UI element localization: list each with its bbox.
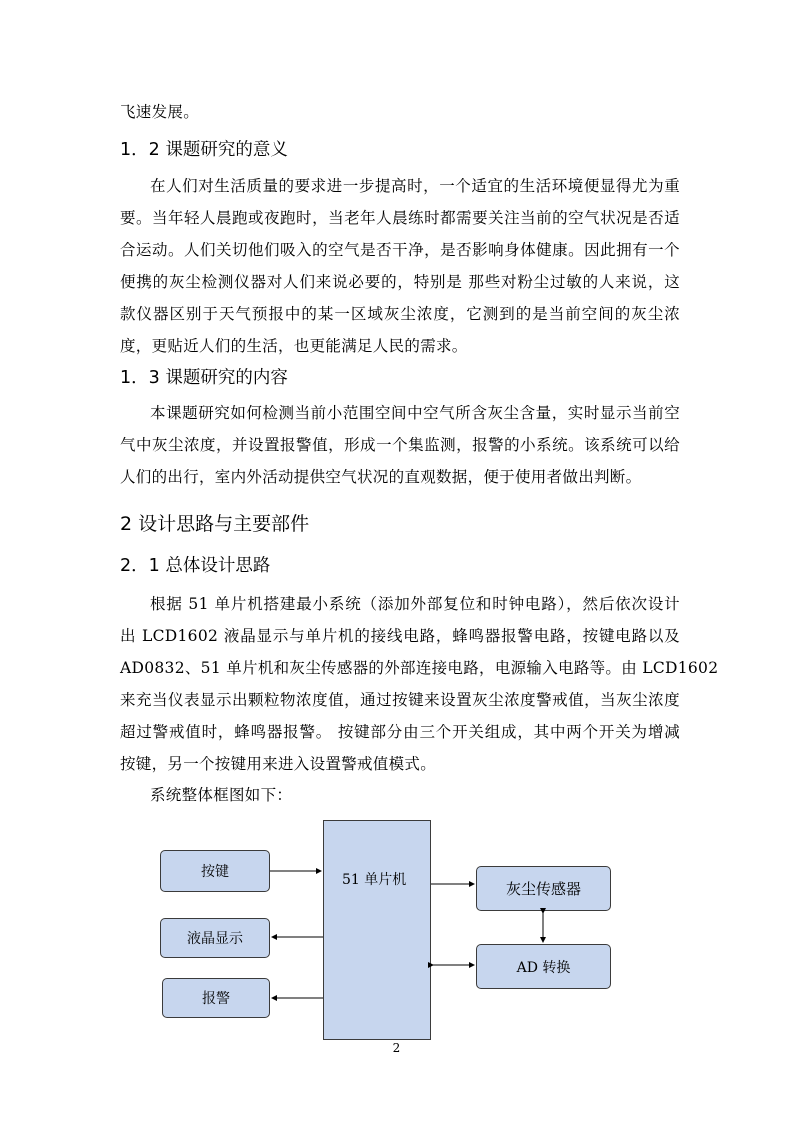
- text-line: 超过警戒值时，蜂鸣器报警。 按键部分由三个开关组成，其中两个开关为增减: [120, 723, 680, 741]
- text-line: 在人们对生活质量的要求进一步提高时，一个适宜的生活环境便显得尤为重: [150, 177, 680, 195]
- text-line: 出 LCD1602 液晶显示与单片机的接线电路，蜂鸣器报警电路，按键电路以及: [120, 627, 680, 645]
- text-line: 来充当仪表显示出颗粒物浓度值，通过按键来设置灰尘浓度警戒值，当灰尘浓度: [120, 691, 680, 709]
- section-heading-1-2: 1．2 课题研究的意义: [120, 140, 288, 160]
- chapter-heading-2: 2 设计思路与主要部件: [120, 513, 310, 535]
- dust-sensor-label: 灰尘传感器: [505, 880, 581, 898]
- text-line: 本课题研究如何检测当前小范围空间中空气所含灰尘含量，实时显示当前空: [150, 404, 680, 422]
- text-line: 系统整体框图如下：: [150, 786, 293, 804]
- mcu-label: 51 单片机: [342, 872, 407, 888]
- text-line: 飞速发展。: [120, 103, 200, 121]
- ad-converter-label: AD 转换: [516, 959, 571, 976]
- text-line: 合运动。人们关切他们吸入的空气是否干净，是否影响身体健康。因此拥有一个: [120, 241, 680, 259]
- text-line: 人们的出行，室内外活动提供空气状况的直观数据，便于使用者做出判断。: [120, 468, 642, 486]
- text-line: 按键，另一个按键用来进入设置警戒值模式。: [120, 755, 437, 773]
- text-line: 款仪器区别于天气预报中的某一区域灰尘浓度，它测到的是当前空间的灰尘浓: [120, 305, 680, 323]
- text-line: 气中灰尘浓度，并设置报警值，形成一个集监测，报警的小系统。该系统可以给: [120, 436, 680, 454]
- section-heading-1-3: 1．3 课题研究的内容: [120, 368, 288, 388]
- text-line: AD0832、51 单片机和灰尘传感器的外部连接电路，电源输入电路等。由 LCD1602: [120, 659, 719, 677]
- lcd-label: 液晶显示: [187, 931, 243, 947]
- alarm-label: 报警: [202, 991, 230, 1007]
- text-line: 度，更贴近人们的生活，也更能满足人民的需求。: [120, 337, 468, 355]
- text-line: 要。当年轻人晨跑或夜跑时，当老年人晨练时都需要关注当前的空气状况是否适: [120, 209, 680, 227]
- page-number: 2: [392, 1041, 401, 1055]
- section-heading-2-1: 2．1 总体设计思路: [120, 556, 271, 576]
- text-line: 便携的灰尘检测仪器对人们来说必要的，特别是 那些对粉尘过敏的人来说，这: [120, 273, 680, 291]
- text-line: 根据 51 单片机搭建最小系统（添加外部复位和时钟电路），然后依次设计: [150, 595, 680, 613]
- key-label: 按键: [201, 864, 229, 880]
